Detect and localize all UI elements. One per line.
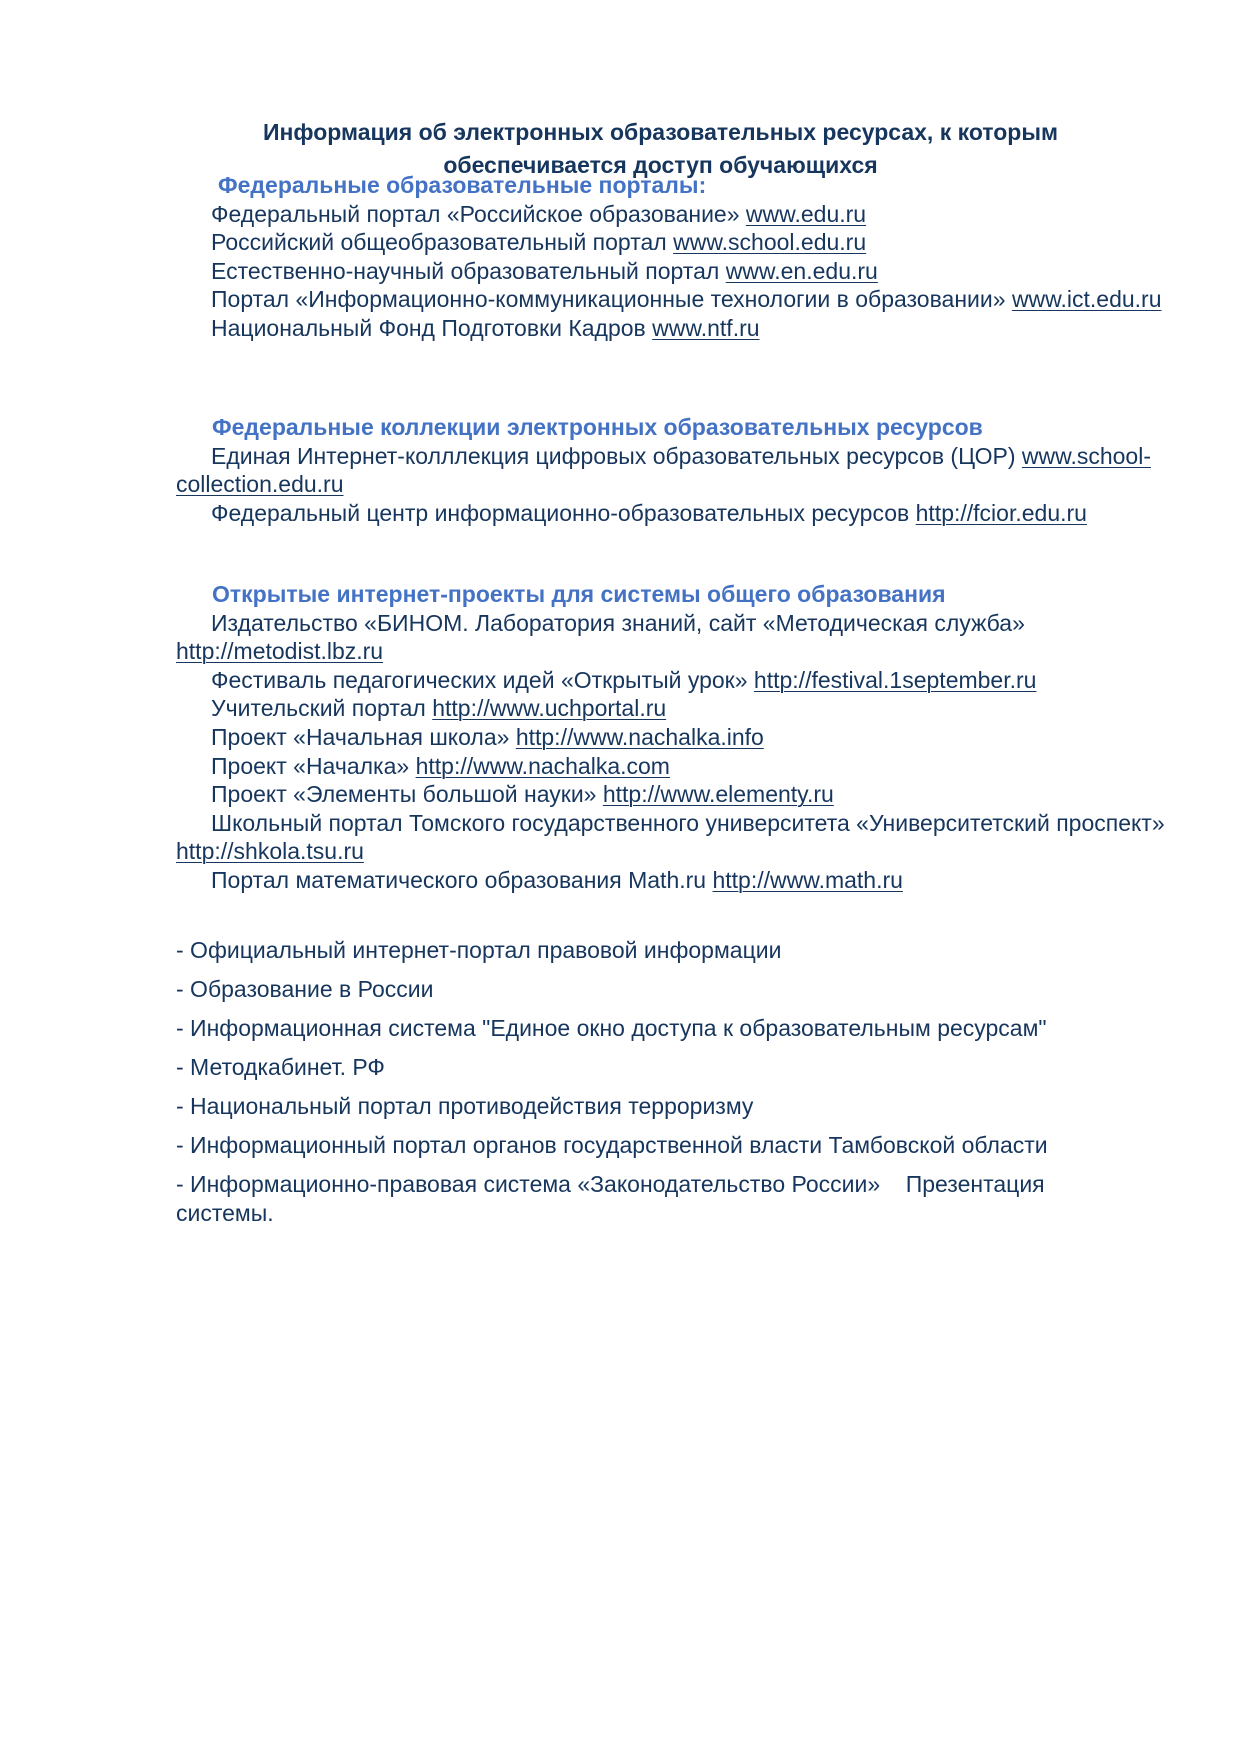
resource-description: Естественно-научный образовательный портал [211, 257, 726, 284]
resource-entry [176, 442, 1166, 499]
resource-link[interactable]: http://www.math.ru [712, 866, 903, 893]
section-open-projects [176, 580, 1166, 895]
resource-description: Единая Интернет-колллекция цифровых образовательных ресурсов (ЦОР) [211, 442, 1022, 469]
section-heading-text: Федеральные коллекции электронных образовательных ресурсов [212, 414, 983, 440]
section-heading [176, 413, 1166, 442]
section-federal-portals [176, 171, 1166, 343]
section-heading-text: Открытые интернет-проекты для системы общего образования [212, 581, 946, 607]
resource-description: Портал математического образования Math.ru [211, 866, 713, 893]
resource-entry [176, 200, 1166, 229]
resource-description: Школьный портал Томского государственного университета «Университетский проспект» [211, 809, 1165, 836]
resource-link[interactable]: http://shkola.tsu.ru [176, 838, 364, 865]
page-title: Информация об электронных образовательных ресурсах, к которым обеспечивается доступ обучающихся [262, 119, 1059, 178]
resource-link[interactable]: www.school-collection.edu.ru [176, 442, 1151, 498]
list-item-tambov-portal[interactable]: - Информационный портал органов государственной власти Тамбовской области [176, 1132, 1048, 1158]
resource-entry [176, 228, 1166, 257]
list-item-anti-terrorism-portal[interactable]: - Национальный портал противодействия терроризму [176, 1093, 754, 1119]
list-item-education-russia[interactable]: - Образование в России [176, 976, 434, 1002]
list-item-legislation-system[interactable]: - Информационно-правовая система «Законодательство России» Презентация системы. [176, 1171, 1045, 1226]
resource-link[interactable]: http://metodist.lbz.ru [176, 638, 384, 665]
resource-link[interactable]: http://www.uchportal.ru [432, 695, 667, 722]
list-item-single-window[interactable]: - Информационная система "Единое окно доступа к образовательным ресурсам" [176, 1015, 1047, 1041]
resource-link[interactable]: www.school.edu.ru [673, 229, 867, 256]
resource-entry [176, 499, 1166, 528]
resource-description: Фестиваль педагогических идей «Открытый урок» [211, 666, 754, 693]
additional-resources-list [176, 936, 1136, 1238]
resource-entry [176, 809, 1166, 866]
resource-link[interactable]: www.ntf.ru [652, 314, 760, 341]
resource-link[interactable]: http://www.elementy.ru [602, 781, 834, 808]
resource-entry [176, 780, 1166, 809]
section-heading-text: Федеральные образовательные порталы [218, 172, 699, 198]
list-item-metodkabinet[interactable]: - Методкабинет. РФ [176, 1054, 385, 1080]
resource-description: Проект «Элементы большой науки» [211, 781, 603, 808]
resource-description: Российский общеобразовательный портал [211, 229, 674, 256]
list-item-legal-portal[interactable]: - Официальный интернет-портал правовой информации [176, 937, 782, 963]
resource-entry [176, 866, 1166, 895]
resource-entry [176, 285, 1166, 314]
section-federal-collections [176, 413, 1166, 527]
section-heading-suffix: : [698, 172, 707, 198]
resource-description: Федеральный центр информационно-образовательных ресурсов [211, 499, 916, 526]
resource-entry [176, 609, 1166, 666]
resource-link[interactable]: http://www.nachalka.info [515, 723, 764, 750]
resource-entry [176, 666, 1166, 695]
resource-link[interactable]: www.edu.ru [745, 200, 867, 227]
section-heading [176, 580, 1166, 609]
resource-description: Проект «Начальная школа» [211, 723, 516, 750]
resource-entry [176, 723, 1166, 752]
resource-link[interactable]: http://festival.1september.ru [753, 666, 1037, 693]
resource-entry [176, 314, 1166, 343]
resource-description: Портал «Информационно-коммуникационные технологии в образовании» [211, 286, 1012, 313]
resource-description: Федеральный портал «Российское образование» [211, 200, 746, 227]
resource-entry [176, 257, 1166, 286]
resource-link[interactable]: http://www.nachalka.com [415, 752, 670, 779]
resource-link[interactable]: www.ict.edu.ru [1011, 286, 1162, 313]
resource-entry [176, 752, 1166, 781]
resource-link[interactable]: www.en.edu.ru [725, 257, 878, 284]
resource-description: Проект «Началка» [211, 752, 416, 779]
section-heading [176, 171, 1166, 200]
resource-description: Национальный Фонд Подготовки Кадров [211, 314, 653, 341]
resource-description: Издательство «БИНОМ. Лаборатория знаний, сайт «Методическая служба» [211, 609, 1025, 636]
resource-description: Учительский портал [211, 695, 433, 722]
resource-entry [176, 694, 1166, 723]
resource-link[interactable]: http://fcior.edu.ru [915, 499, 1087, 526]
